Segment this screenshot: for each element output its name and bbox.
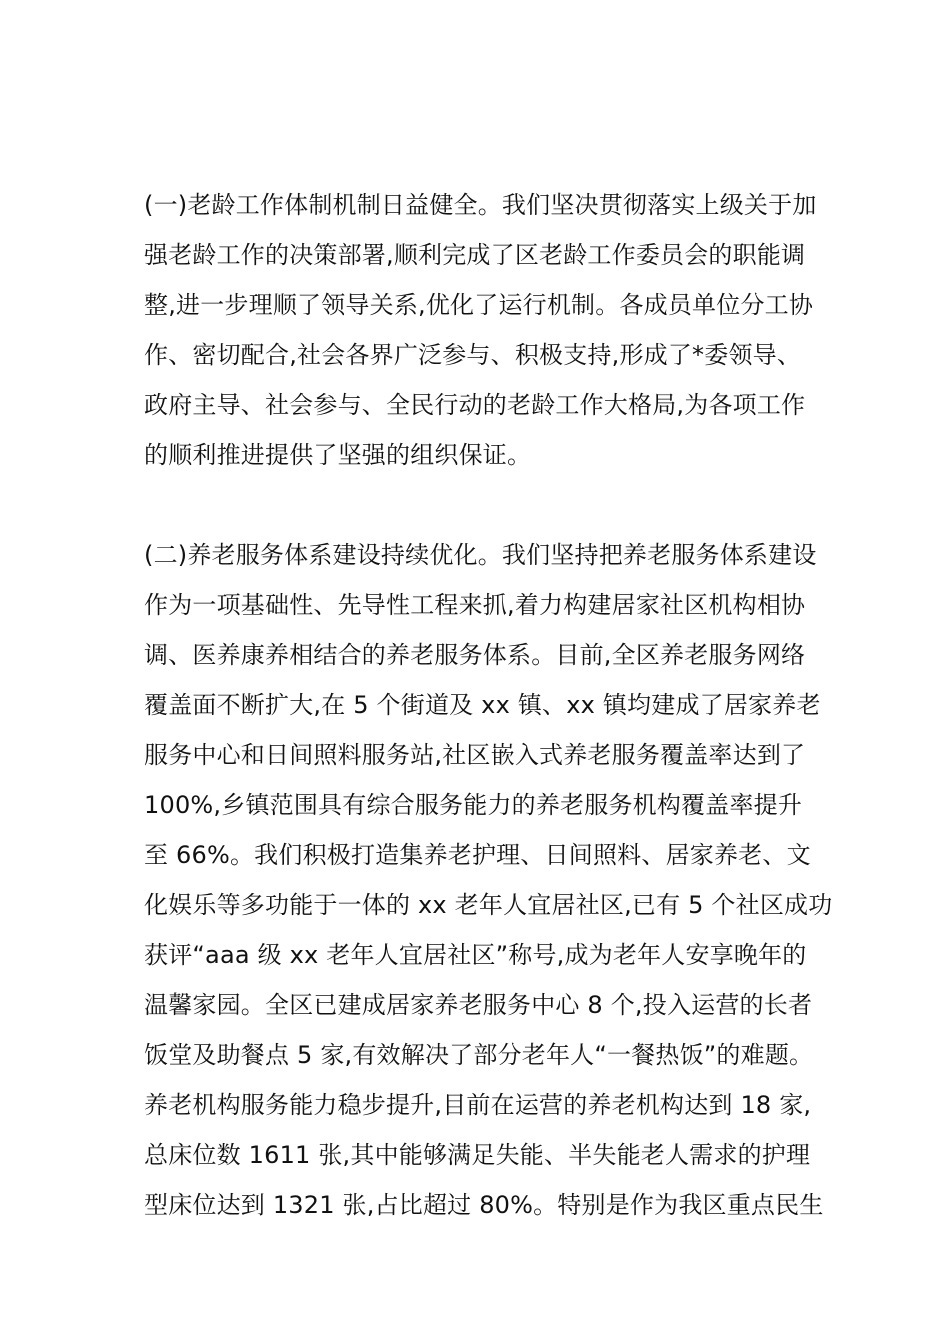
paragraph-elderly-work-system xyxy=(144,180,824,480)
text-line: 调、医养康养相结合的养老服务体系。目前,全区养老服务网络 xyxy=(144,641,806,669)
text-line: 覆盖面不断扩大,在 5 个街道及 xx 镇、xx 镇均建成了居家养老 xyxy=(144,691,821,719)
text-line: 作、密切配合,社会各界广泛参与、积极支持,形成了*委领导、 xyxy=(144,341,802,369)
text-line: 强老龄工作的决策部署,顺利完成了区老龄工作委员会的职能调 xyxy=(144,241,806,269)
text-line: 化娱乐等多功能于一体的 xx 老年人宜居社区,已有 5 个社区成功 xyxy=(144,891,833,919)
text-line: 的顺利推进提供了坚强的组织保证。 xyxy=(144,441,532,469)
text-line: 100%,乡镇范围具有综合服务能力的养老服务机构覆盖率提升 xyxy=(144,791,803,819)
text-line: 获评“aaa 级 xx 老年人宜居社区”称号,成为老年人安享晚年的 xyxy=(144,941,807,969)
text-line: 温馨家园。全区已建成居家养老服务中心 8 个,投入运营的长者 xyxy=(144,991,813,1019)
text-line: 作为一项基础性、先导性工程来抓,着力构建居家社区机构相协 xyxy=(144,591,806,619)
text-line: 服务中心和日间照料服务站,社区嵌入式养老服务覆盖率达到了 xyxy=(144,741,806,769)
text-line: 养老机构服务能力稳步提升,目前在运营的养老机构达到 18 家, xyxy=(144,1091,812,1119)
text-line: (二)养老服务体系建设持续优化。我们坚持把养老服务体系建设 xyxy=(144,541,817,569)
text-line: 至 66%。我们积极打造集养老护理、日间照料、居家养老、文 xyxy=(144,841,811,869)
text-line: (一)老龄工作体制机制日益健全。我们坚决贯彻落实上级关于加 xyxy=(144,191,817,219)
text-line: 整,进一步理顺了领导关系,优化了运行机制。各成员单位分工协 xyxy=(144,291,814,319)
text-line: 总床位数 1611 张,其中能够满足失能、半失能老人需求的护理 xyxy=(144,1141,811,1169)
text-line: 饭堂及助餐点 5 家,有效解决了部分老年人“一餐热饭”的难题。 xyxy=(144,1041,814,1069)
text-line: 政府主导、社会参与、全民行动的老龄工作大格局,为各项工作 xyxy=(144,391,806,419)
text-line: 型床位达到 1321 张,占比超过 80%。特别是作为我区重点民生 xyxy=(144,1191,824,1219)
paragraph-elderly-service-system xyxy=(144,530,833,1230)
